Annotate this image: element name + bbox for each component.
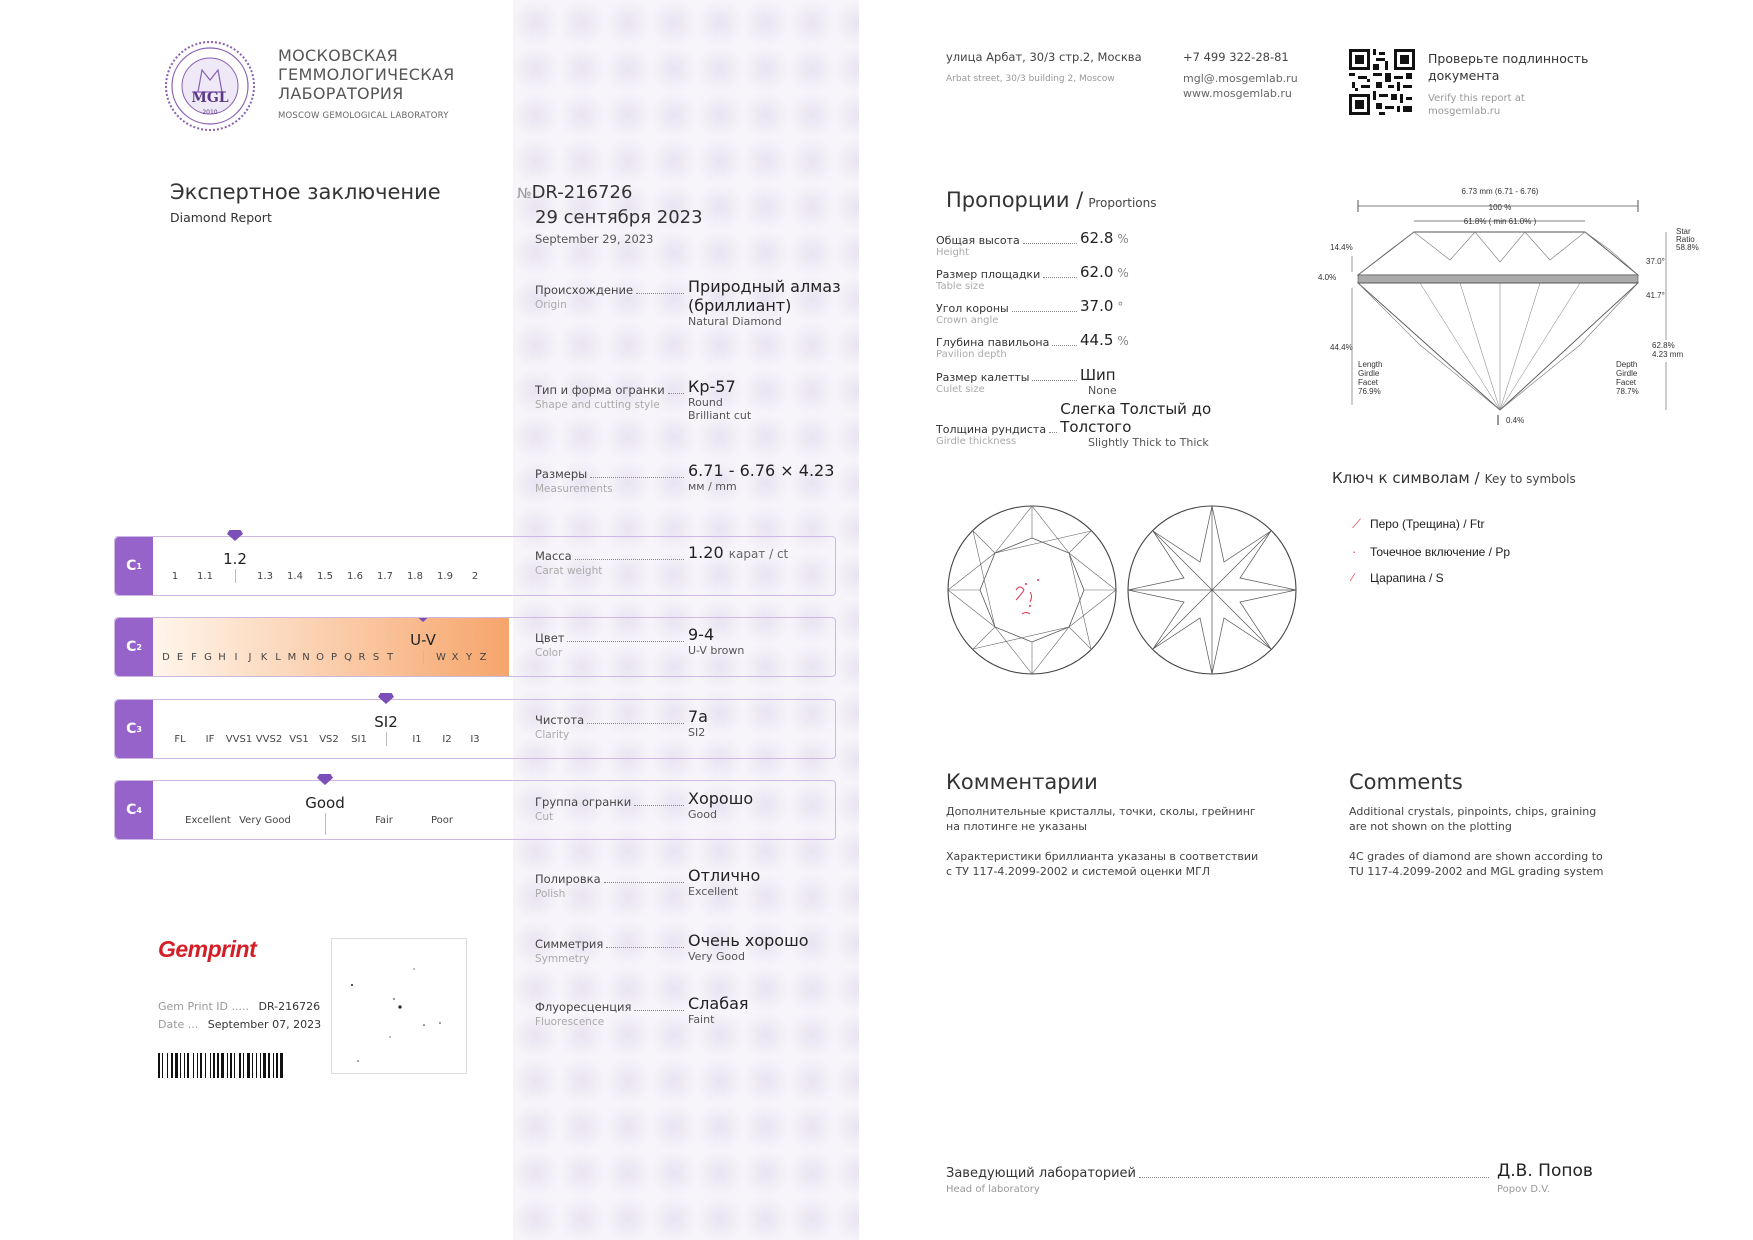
scale-label: Z	[479, 652, 487, 663]
proportion-row: Глубина павильона 44.5 % Pavilion depth	[936, 331, 1129, 360]
grade-marker-icon	[378, 693, 394, 704]
key-scratch: ⁄ Царапина / S	[1352, 571, 1444, 585]
scale-label: Y	[465, 652, 473, 663]
svg-text:0.4%: 0.4%	[1506, 416, 1525, 425]
proportion-row: Размер калетты Шип Culet size None	[936, 366, 1117, 397]
scale-label: 1.1	[197, 571, 213, 582]
scale-label: S	[372, 652, 380, 663]
svg-text:58.8%: 58.8%	[1676, 243, 1699, 252]
svg-text:Facet: Facet	[1616, 378, 1637, 387]
scale-label: VS1	[289, 734, 309, 745]
svg-text:100 %: 100 %	[1488, 203, 1512, 212]
scale-label: 1.5	[317, 571, 333, 582]
proportion-row: Размер площадки 62.0 % Table size	[936, 263, 1129, 292]
scale-label: VVS2	[255, 734, 283, 745]
scratch-symbol-icon: ⁄	[1352, 572, 1354, 584]
scale-label: I3	[470, 734, 480, 745]
proportions-title: Пропорции / Proportions	[946, 188, 1157, 212]
gemprint-date: Date ... September 07, 2023	[158, 1018, 322, 1031]
scale-label: T	[386, 652, 394, 663]
svg-text:Facet: Facet	[1358, 378, 1379, 387]
svg-text:Girdle: Girdle	[1616, 369, 1638, 378]
website-link[interactable]: www.mosgemlab.ru	[1183, 87, 1292, 100]
comments-ru: Комментарии Дополнительные кристаллы, точки, сколы, грейнинг на плотинге не указаны Характеристики бриллианта указаны в соответствии с ТУ 117-4.2099-2002 и системой оценки МГЛ	[946, 770, 1259, 878]
grade-value: SI2	[374, 713, 398, 731]
feather-symbol-icon: ⟋	[1352, 516, 1362, 531]
c2-tag: C 2	[115, 618, 153, 676]
scale-label: I2	[442, 734, 452, 745]
proportion-row: Угол короны 37.0 ° Crown angle	[936, 297, 1124, 326]
grade-tick	[423, 650, 424, 664]
report-date: 29 сентября 2023 September 29, 2023	[535, 207, 703, 246]
color-gradient-bar	[153, 618, 509, 676]
cut-scale	[114, 780, 836, 840]
svg-text:41.7°: 41.7°	[1646, 291, 1665, 300]
scale-label: 2	[471, 571, 479, 582]
scale-label: R	[358, 652, 366, 663]
address: улица Арбат, 30/3 стр.2, Москва Arbat street, 30/3 building 2, Moscow	[946, 50, 1142, 84]
signature-name: Д.В. Попов Popov D.V.	[1497, 1161, 1593, 1195]
crown-plot	[944, 502, 1120, 678]
scale-label: H	[218, 652, 226, 663]
svg-text:Length: Length	[1358, 360, 1383, 369]
scale-label: L	[275, 652, 281, 663]
signature-line: Заведующий лабораторией Head of laboratory	[946, 1166, 1492, 1195]
svg-text:4.0%: 4.0%	[1318, 273, 1337, 282]
scale-label: D	[162, 652, 170, 663]
scale-label: 1.7	[377, 571, 393, 582]
contacts	[1183, 50, 1298, 100]
seal-mgl-text: MGL	[191, 90, 229, 106]
carat-scale	[114, 536, 836, 596]
grade-tick	[325, 813, 326, 835]
qr-code[interactable]	[1349, 49, 1415, 115]
lab-name-en: MOSCOW GEMOLOGICAL LABORATORY	[278, 111, 449, 121]
scale-label: K	[260, 652, 268, 663]
grade-marker-icon	[227, 530, 243, 541]
scale-label: I1	[412, 734, 422, 745]
scale-label: VS2	[319, 734, 339, 745]
svg-text:78.7%: 78.7%	[1616, 387, 1639, 396]
svg-text:4.23 mm: 4.23 mm	[1652, 350, 1684, 359]
report-title: Экспертное заключение Diamond Report	[170, 180, 441, 225]
scale-label: 1	[171, 571, 179, 582]
proportion-row: Толщина рундиста Слегка Толстый до Толстого Girdle thickness Slightly Thick to Thick	[936, 400, 1212, 449]
comments-en: Comments Additional crystals, pinpoints, chips, graining are not shown on the plotting 4C grades of diamond are shown according to TU 117-4.2099-2002 and MGL grading system	[1349, 770, 1604, 878]
scale-label: FL	[174, 734, 186, 745]
scale-label: Q	[344, 652, 352, 663]
scale-label: VVS1	[225, 734, 253, 745]
key-pinpoint: · Точечное включение / Pp	[1352, 544, 1510, 559]
scale-label: 1.8	[407, 571, 423, 582]
grade-marker-icon	[317, 774, 333, 785]
proportion-row: Общая высота 62.8 % Height	[936, 229, 1129, 258]
scale-label: Very Good	[239, 815, 291, 826]
svg-text:Girdle: Girdle	[1358, 369, 1380, 378]
mgl-seal-logo	[164, 40, 256, 132]
pavilion-plot	[1124, 502, 1300, 678]
scale-label: W	[436, 652, 446, 663]
report-number: №DR-216726	[517, 182, 633, 203]
scale-label: J	[248, 652, 252, 663]
phone: +7 499 322-28-81	[1183, 50, 1289, 64]
svg-text:Star: Star	[1676, 227, 1691, 236]
verify-note: Проверьте подлинность документа Verify this report at mosgemlab.ru	[1428, 51, 1589, 117]
svg-text:Ratio: Ratio	[1676, 235, 1695, 244]
scale-label: 1.4	[287, 571, 303, 582]
email[interactable]: mgl@.mosgemlab.ru	[1183, 72, 1298, 85]
scale-label: 1.6	[347, 571, 363, 582]
scale-label: Fair	[375, 815, 393, 826]
key-feather: ⟋ Перо (Трещина) / Ftr	[1352, 516, 1485, 531]
gemprint-logo: Gemprint	[158, 936, 257, 962]
c1-tag: C 1	[115, 537, 153, 595]
svg-text:44.4%: 44.4%	[1330, 343, 1353, 352]
scale-label: SI1	[351, 734, 367, 745]
scale-label: X	[451, 652, 459, 663]
color-scale	[114, 617, 836, 677]
scale-label: M	[287, 652, 297, 663]
scale-label: Poor	[430, 815, 454, 826]
svg-text:2010: 2010	[202, 109, 218, 116]
scale-label: P	[330, 652, 338, 663]
scale-label: 1.9	[437, 571, 453, 582]
svg-text:Depth: Depth	[1616, 360, 1638, 369]
grade-value: U-V	[410, 631, 436, 649]
scale-label: E	[176, 652, 184, 663]
svg-text:61.8% ( min 61.0% ): 61.8% ( min 61.0% )	[1463, 217, 1537, 226]
svg-text:62.8%: 62.8%	[1652, 341, 1675, 350]
scale-label: N	[302, 652, 310, 663]
scale-label: I	[234, 652, 238, 663]
scale-label: F	[191, 652, 197, 663]
scale-label: O	[316, 652, 324, 663]
grade-value: Good	[305, 794, 345, 812]
gemprint-image	[331, 938, 467, 1074]
gemprint-id: Gem Print ID ..... DR-216726	[158, 1000, 321, 1013]
c4-tag: C 4	[115, 781, 153, 839]
proportion-diagram	[1310, 180, 1710, 440]
scale-label: Excellent	[185, 815, 231, 826]
clarity-scale	[114, 699, 836, 759]
svg-text:37.0°: 37.0°	[1646, 257, 1665, 266]
c3-tag: C 3	[115, 700, 153, 758]
svg-text:6.73 mm (6.71 - 6.76): 6.73 mm (6.71 - 6.76)	[1461, 187, 1539, 196]
grade-tick	[235, 569, 236, 583]
pinpoint-symbol-icon: ·	[1352, 544, 1357, 559]
scale-label: 1.3	[257, 571, 273, 582]
lab-name: МОСКОВСКАЯ ГЕММОЛОГИЧЕСКАЯ ЛАБОРАТОРИЯ MOSCOW GEMOLOGICAL LABORATORY	[278, 46, 455, 126]
svg-text:76.9%: 76.9%	[1358, 387, 1381, 396]
grade-tick	[386, 732, 387, 746]
key-symbols-title: Ключ к символам / Key to symbols	[1332, 469, 1576, 487]
scale-label: G	[204, 652, 212, 663]
scale-label: IF	[205, 734, 215, 745]
svg-text:14.4%: 14.4%	[1330, 243, 1353, 252]
barcode	[158, 1053, 316, 1078]
grade-value: 1.2	[223, 550, 247, 568]
